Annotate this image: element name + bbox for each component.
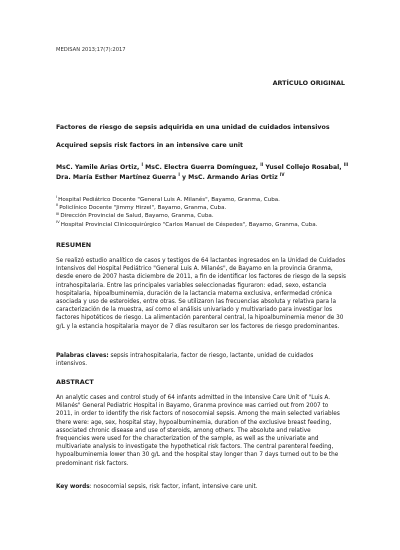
key-words-text: : nosocomial sepsis, risk factor, infant, intensive care unit. <box>89 484 258 490</box>
author: MsC. Electra Guerra Domínguez, $^{II}$ <box>145 161 264 171</box>
article-type: ARTÍCULO ORIGINAL <box>272 79 345 87</box>
affiliation: $^I$Hospital Pediátrico Docente "General Luis A. Milanés", Bayamo, Granma, Cuba. <box>56 194 280 203</box>
title-spanish: Factores de riesgo de sepsis adquirida en una unidad de cuidados intensivos <box>56 124 330 131</box>
journal-reference: MEDISAN 2013;17(7):2017 <box>56 47 126 53</box>
resumen-body: Se realizó estudio analítico de casos y testigos de 64 lactantes ingresados en la Unidad de Cuidados Intensivos del Hospital Pediátrico "General Luis A. Milanés", de Bayamo en la provincia Granma, desde enero de 2007 hasta diciembre de 2011, a fin de identificar los factores de riesgo de la sepsis intrahospitalaria. Entre las principales variables seleccionadas figuraron: edad, sexo, estancia hospitalaria, hipoalbuminemia, duración de la lactancia materna exclusiva, enfermedad crónica asociada y uso de esteroides, entre otras. Se utilizaron las frecuencias absoluta y relativa para la caracterización de la muestra, así como el análisis univariado y multivariado para investigar los factores hipotéticos de riesgo. La alimentación parenteral central, la hipoalbuminemia menor de 30 g/L y la estancia hospitalaria mayor de 7 días resultaron ser los factores de riesgo predominantes. <box>56 258 346 330</box>
affiliation: $^{III}$Dirección Provincial de Salud, Bayamo, Granma, Cuba. <box>56 210 214 220</box>
author: Dra. María Esther Martínez Guerra $^I$ <box>56 171 180 181</box>
affiliation-list <box>56 196 356 229</box>
key-words-label: Key words <box>56 484 90 490</box>
abstract-heading: ABSTRACT <box>56 378 94 386</box>
palabras-clave <box>56 352 346 368</box>
palabras-clave-label: Palabras claves: <box>56 353 109 359</box>
abstract-body: An analytic cases and control study of 64 infants admitted in the Intensive Care Unit of "Luis A. Milanés" General Pediatric Hospital in Bayamo, Granma province was carried out from 2007 to 2011, in order to identify the risk factors of nosocomial sepsis. Among the main selected variables there were: age, sex, hospital stay, hypoalbuminemia, duration of the exclusive breast feeding, associated chronic disease and use of steroids, among others. The absolute and relative frequencies were used for the characterization of the sample, as well as the univariate and multivariate analysis to investigate the hypothetical risk factors. The central parenteral feeding, hypoalbuminemia lower than 30 g/L and the hospital stay longer than 7 days turned out to be the predominant risk factors. <box>56 395 340 467</box>
key-words <box>56 483 346 491</box>
author: Yusel Collejo Rosabal, $^{III}$ <box>265 161 349 171</box>
author: MsC. Yamile Arias Ortiz, $^I$ <box>56 161 143 171</box>
author-list <box>56 163 354 183</box>
resumen-heading: RESUMEN <box>56 241 92 249</box>
palabras-clave-text: sepsis intrahospitalaria, factor de riesgo, lactante, unidad de cuidados intensivos. <box>56 353 314 368</box>
author: y MsC. Armando Arias Ortiz $^{IV}$ <box>181 171 285 181</box>
affiliation: $^{IV}$Hospital Provincial Clinicoquirúrgico "Carlos Manuel de Céspedes", Bayamo, Granma, Cuba. <box>56 218 318 228</box>
affiliation: $^{II}$Policlínico Docente "Jimmy Hirzel", Bayamo, Granma, Cuba. <box>56 202 227 212</box>
title-english: Acquired sepsis risk factors in an intensive care unit <box>56 142 244 149</box>
